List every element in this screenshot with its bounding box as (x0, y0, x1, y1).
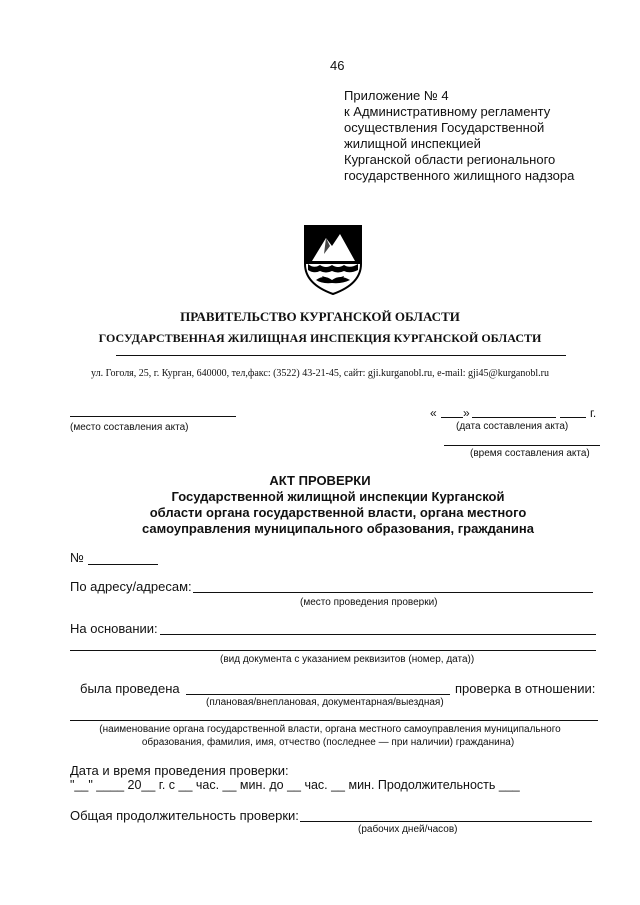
conducted-suffix: проверка в отношении: (455, 681, 596, 696)
address-label: По адресу/адресам: (70, 579, 192, 594)
appendix-block (344, 88, 574, 184)
date-close-quote: » (463, 406, 470, 420)
appendix-line: Курганской области регионального (344, 152, 556, 167)
date-open-quote: « (430, 406, 437, 420)
appendix-line: жилищной инспекцией (344, 136, 481, 151)
address-caption: (место проведения проверки) (300, 597, 438, 608)
datetime-line[interactable]: "__" ____ 20__ г. с __ час. __ мин. до __ час. __ мин. Продолжительность ___ (70, 778, 520, 792)
duration-caption: (рабочих дней/часов) (358, 824, 458, 835)
page-number: 46 (330, 58, 345, 73)
coat-of-arms-icon (302, 224, 364, 296)
conducted-label: была проведена (80, 681, 180, 696)
datetime-label: Дата и время проведения проверки: (70, 763, 289, 778)
time-caption: (время составления акта) (470, 448, 590, 459)
place-caption: (место составления акта) (70, 422, 189, 433)
header-divider (116, 355, 566, 356)
appendix-line: государственного жилищного надзора (344, 168, 575, 183)
year-suffix: г. (590, 406, 597, 420)
date-day-line[interactable] (441, 417, 463, 418)
date-month-line[interactable] (472, 417, 556, 418)
address-field[interactable] (193, 592, 593, 593)
subject-caption-line: (наименование органа государственной власти, органа местного самоуправления муниципального (99, 724, 561, 735)
government-name: ПРАВИТЕЛЬСТВО КУРГАНСКОЙ ОБЛАСТИ (180, 309, 460, 324)
number-field[interactable] (88, 564, 158, 565)
date-year-line[interactable] (560, 417, 586, 418)
basis-field[interactable] (160, 634, 596, 635)
appendix-line: осуществления Государственной (344, 120, 545, 135)
basis-label: На основании: (70, 621, 158, 636)
conducted-type-field[interactable] (186, 694, 450, 695)
basis-caption: (вид документа с указанием реквизитов (номер, дата)) (220, 654, 475, 665)
inspection-name: ГОСУДАРСТВЕННАЯ ЖИЛИЩНАЯ ИНСПЕКЦИЯ КУРГАНСКОЙ ОБЛАСТИ (98, 331, 542, 345)
act-subtitle-line: самоуправления муниципального образования, гражданина (142, 521, 534, 536)
act-subtitle-line: области органа государственной власти, органа местного (149, 505, 527, 520)
subject-field[interactable] (70, 720, 598, 721)
duration-field[interactable] (300, 821, 592, 822)
appendix-line: Приложение № 4 (344, 88, 449, 103)
number-label: № (70, 550, 84, 565)
place-line (70, 416, 236, 417)
date-caption: (дата составления акта) (456, 421, 569, 432)
act-title: АКТ ПРОВЕРКИ (269, 473, 371, 488)
basis-field-line2[interactable] (70, 650, 596, 651)
appendix-line: к Административному регламенту (344, 104, 551, 119)
conducted-caption: (плановая/внеплановая, документарная/выездная) (206, 697, 444, 708)
duration-label: Общая продолжительность проверки: (70, 808, 299, 823)
subject-caption-line: образования, фамилия, имя, отчество (последнее — при наличии) гражданина) (141, 737, 515, 748)
act-subtitle-line: Государственной жилищной инспекции Курганской (171, 489, 505, 504)
time-line[interactable] (444, 445, 600, 446)
contact-line: ул. Гоголя, 25, г. Курган, 640000, тел,факс: (3522) 43-21-45, сайт: gji.kurganobl.ru, e-mail: gji45@kurganobl.ru (91, 368, 549, 379)
